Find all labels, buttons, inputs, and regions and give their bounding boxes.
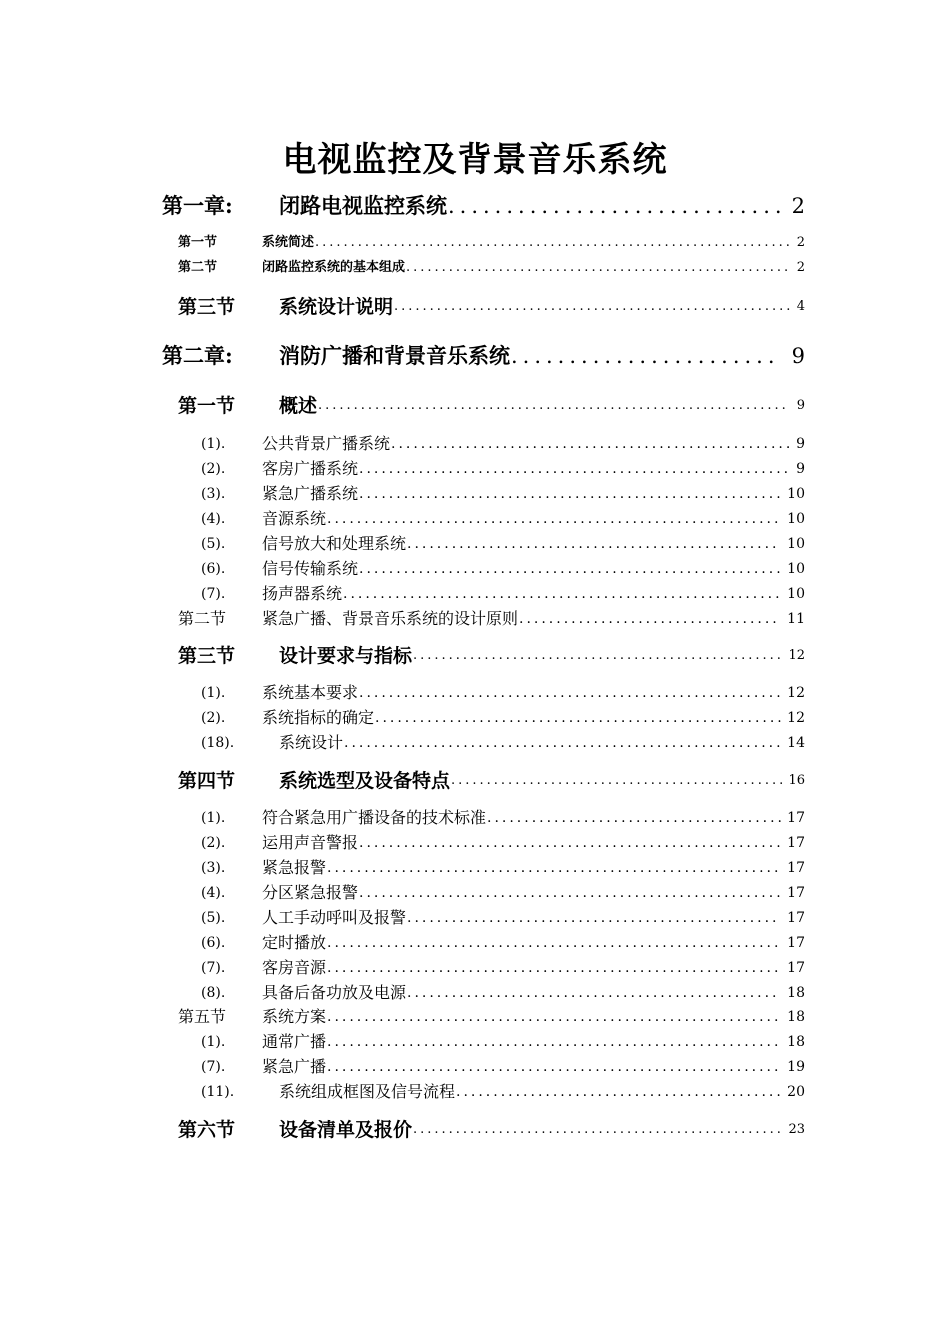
toc-entry-label: 人工手动呼叫及报警	[262, 908, 407, 927]
toc-entry-number: (2).	[201, 710, 226, 726]
toc-entry[interactable]	[0, 294, 950, 320]
toc-entry-label: 概述	[279, 395, 318, 417]
toc-entry-label: 紧急广播系统	[262, 484, 359, 503]
toc-leader-dots: ......................................................	[406, 260, 792, 275]
toc-entry[interactable]	[0, 1117, 950, 1143]
toc-entry-label: 信号放大和处理系统	[262, 534, 407, 553]
toc-entry-label: 客房广播系统	[262, 459, 359, 478]
toc-entry-label: 客房音源	[262, 958, 327, 977]
toc-entry-label: 紧急广播	[262, 1057, 327, 1076]
toc-leader-dots: .........................................................	[359, 486, 784, 502]
toc-leader-dots: .......................................................	[375, 710, 785, 726]
toc-leader-dots: ..................................................	[407, 985, 780, 1001]
toc-entry-page: 4	[796, 299, 805, 314]
toc-entry-label: 设备清单及报价	[279, 1119, 413, 1141]
toc-entry-label: 具备后备功放及电源	[262, 983, 407, 1002]
toc-leader-dots: ..................................................	[407, 910, 780, 926]
toc-entry[interactable]	[0, 343, 950, 369]
toc-leader-dots: .............................	[447, 194, 787, 218]
toc-entry-number: 第一节	[178, 395, 236, 417]
toc-entry-page: 2	[796, 235, 805, 250]
toc-leader-dots: .........................................................	[359, 561, 784, 577]
toc-entry[interactable]	[0, 255, 950, 281]
toc-entry-label: 系统简述	[262, 235, 315, 250]
toc-entry-number: (7).	[201, 960, 226, 976]
toc-leader-dots: ..........................................................	[359, 461, 792, 477]
toc-entry-label: 信号传输系统	[262, 559, 359, 578]
toc-entry-number: (1).	[201, 1034, 226, 1050]
toc-entry[interactable]	[0, 1079, 950, 1105]
toc-entry-number: (5).	[201, 536, 226, 552]
toc-leader-dots: .............................................................	[327, 1009, 782, 1025]
toc-leader-dots: ............................................	[456, 1084, 784, 1100]
toc-entry-page: 10	[787, 486, 805, 502]
toc-leader-dots: ....................................................	[413, 1122, 784, 1137]
toc-leader-dots: ....................................................	[413, 648, 784, 663]
toc-entry-number: (6).	[201, 935, 226, 951]
toc-entry-label: 系统选型及设备特点	[279, 770, 451, 792]
toc-entry-number: 第一节	[178, 235, 218, 250]
toc-entry[interactable]	[0, 730, 950, 756]
toc-entry[interactable]	[0, 481, 950, 507]
toc-entry-number: 第二节	[178, 260, 218, 275]
toc-entry-number: (2).	[201, 461, 226, 477]
toc-entry-page: 9	[796, 461, 805, 477]
toc-entry-page: 9	[796, 436, 805, 452]
toc-entry-page: 20	[787, 1084, 805, 1100]
toc-entry[interactable]	[0, 193, 950, 219]
toc-entry-label: 闭路监控系统的基本组成	[262, 260, 406, 275]
toc-leader-dots: .............................................................	[327, 511, 782, 527]
toc-entry-page: 17	[787, 835, 805, 851]
toc-leader-dots: .........................................................	[359, 685, 784, 701]
toc-entry[interactable]	[0, 805, 950, 831]
toc-entry[interactable]	[0, 456, 950, 482]
toc-leader-dots: .........................................................	[359, 835, 784, 851]
toc-entry-label: 扬声器系统	[262, 584, 343, 603]
toc-entry-number: 第四节	[178, 770, 236, 792]
toc-entry[interactable]	[0, 830, 950, 856]
toc-leader-dots: ...................................................................	[315, 235, 793, 250]
toc-entry-page: 10	[787, 561, 805, 577]
toc-entry-page: 17	[787, 935, 805, 951]
toc-entry-label: 闭路电视监控系统	[279, 193, 447, 218]
toc-entry-number: (3).	[201, 860, 226, 876]
toc-entry[interactable]	[0, 980, 950, 1006]
toc-entry-page: 12	[788, 648, 805, 663]
toc-entry-label: 音源系统	[262, 509, 327, 528]
toc-entry-number: (5).	[201, 910, 226, 926]
toc-entry-label: 系统基本要求	[262, 683, 359, 702]
toc-entry-page: 14	[787, 735, 805, 751]
toc-entry[interactable]	[0, 768, 950, 794]
toc-entry-number: (7).	[201, 586, 226, 602]
toc-entry-page: 12	[787, 685, 805, 701]
toc-entry[interactable]	[0, 1004, 950, 1030]
toc-leader-dots: ...............................................	[451, 773, 787, 788]
toc-entry-page: 18	[787, 1034, 805, 1050]
toc-leader-dots: .........................................................	[359, 885, 784, 901]
toc-entry-page: 17	[787, 885, 805, 901]
toc-entry-page: 10	[787, 586, 805, 602]
toc-leader-dots: .......................	[510, 344, 780, 368]
toc-leader-dots: ......................................................	[391, 436, 794, 452]
toc-entry-page: 9	[791, 344, 805, 368]
toc-entry-label: 系统组成框图及信号流程	[279, 1082, 456, 1101]
toc-entry-label: 分区紧急报警	[262, 883, 359, 902]
toc-entry-page: 17	[787, 860, 805, 876]
toc-entry-page: 18	[787, 985, 805, 1001]
toc-entry-number: (11).	[201, 1084, 235, 1100]
toc-leader-dots: ..................................................	[407, 536, 780, 552]
toc-leader-dots: .............................................................	[327, 960, 782, 976]
toc-leader-dots: ...........................................................	[344, 735, 784, 751]
toc-leader-dots: .............................................................	[327, 1059, 782, 1075]
toc-entry[interactable]	[0, 1029, 950, 1055]
toc-entry-page: 19	[787, 1059, 805, 1075]
toc-entry-number: 第一章:	[162, 193, 233, 218]
toc-entry-page: 9	[796, 398, 805, 413]
document-title: 电视监控及背景音乐系统	[282, 140, 668, 180]
toc-entry-label: 系统设计说明	[279, 296, 394, 318]
toc-entry[interactable]	[0, 556, 950, 582]
toc-entry[interactable]	[0, 905, 950, 931]
toc-entry-number: (4).	[201, 511, 226, 527]
toc-entry-number: (1).	[201, 685, 226, 701]
toc-entry-label: 紧急报警	[262, 858, 327, 877]
toc-entry-number: 第二章:	[162, 343, 233, 368]
toc-entry-label: 符合紧急用广播设备的技术标准	[262, 808, 487, 827]
toc-entry-page: 23	[788, 1122, 805, 1137]
toc-entry[interactable]	[0, 680, 950, 706]
toc-entry-number: (8).	[201, 985, 226, 1001]
toc-entry-page: 2	[796, 260, 805, 275]
toc-leader-dots: ........................................................	[394, 299, 794, 314]
toc-entry[interactable]	[0, 230, 950, 256]
toc-entry-number: 第六节	[178, 1119, 236, 1141]
toc-entry-number: (4).	[201, 885, 226, 901]
toc-entry[interactable]	[0, 705, 950, 731]
toc-entry-number: (1).	[201, 436, 226, 452]
toc-entry[interactable]	[0, 930, 950, 956]
toc-entry-page: 10	[787, 511, 805, 527]
toc-entry-page: 17	[787, 960, 805, 976]
toc-entry[interactable]	[0, 643, 950, 669]
toc-entry-page: 17	[787, 910, 805, 926]
toc-entry[interactable]	[0, 855, 950, 881]
toc-entry[interactable]	[0, 1054, 950, 1080]
toc-leader-dots: ...................................	[519, 611, 780, 627]
toc-leader-dots: ..................................................................	[318, 398, 789, 413]
toc-entry-page: 10	[787, 536, 805, 552]
toc-entry-label: 系统方案	[262, 1007, 327, 1026]
toc-leader-dots: .............................................................	[327, 935, 782, 951]
toc-entry-label: 定时播放	[262, 933, 327, 952]
toc-entry-number: (6).	[201, 561, 226, 577]
toc-entry-label: 通常广播	[262, 1032, 327, 1051]
toc-leader-dots: .............................................................	[327, 860, 782, 876]
toc-entry-page: 17	[787, 810, 805, 826]
toc-entry-number: (2).	[201, 835, 226, 851]
toc-entry-label: 设计要求与指标	[279, 645, 413, 667]
toc-entry[interactable]	[0, 606, 950, 632]
toc-entry-number: 第二节	[178, 609, 227, 628]
toc-entry-label: 紧急广播、背景音乐系统的设计原则	[262, 609, 519, 628]
toc-entry-page: 11	[787, 611, 805, 627]
toc-entry-number: 第三节	[178, 296, 236, 318]
toc-entry-label: 公共背景广播系统	[262, 434, 391, 453]
toc-entry-page: 12	[787, 710, 805, 726]
toc-entry-page: 2	[791, 194, 805, 218]
toc-entry-number: (7).	[201, 1059, 226, 1075]
toc-entry-label: 系统设计	[279, 733, 344, 752]
toc-entry[interactable]	[0, 581, 950, 607]
toc-entry-number: (1).	[201, 810, 226, 826]
toc-entry-label: 运用声音警报	[262, 833, 359, 852]
toc-entry[interactable]	[0, 880, 950, 906]
toc-entry-number: (18).	[201, 735, 235, 751]
toc-entry-label: 系统指标的确定	[262, 708, 375, 727]
toc-leader-dots: ...........................................................	[343, 586, 783, 602]
toc-entry-number: 第五节	[178, 1007, 227, 1026]
toc-entry-number: 第三节	[178, 645, 236, 667]
toc-entry-page: 16	[788, 773, 805, 788]
toc-entry-page: 18	[787, 1009, 805, 1025]
toc-entry[interactable]	[0, 531, 950, 557]
toc-entry[interactable]	[0, 506, 950, 532]
toc-entry-label: 消防广播和背景音乐系统	[279, 343, 510, 368]
toc-entry[interactable]	[0, 431, 950, 457]
toc-leader-dots: ........................................	[487, 810, 786, 826]
toc-entry[interactable]	[0, 955, 950, 981]
toc-entry[interactable]	[0, 393, 950, 419]
toc-entry-number: (3).	[201, 486, 226, 502]
toc-leader-dots: .............................................................	[327, 1034, 782, 1050]
